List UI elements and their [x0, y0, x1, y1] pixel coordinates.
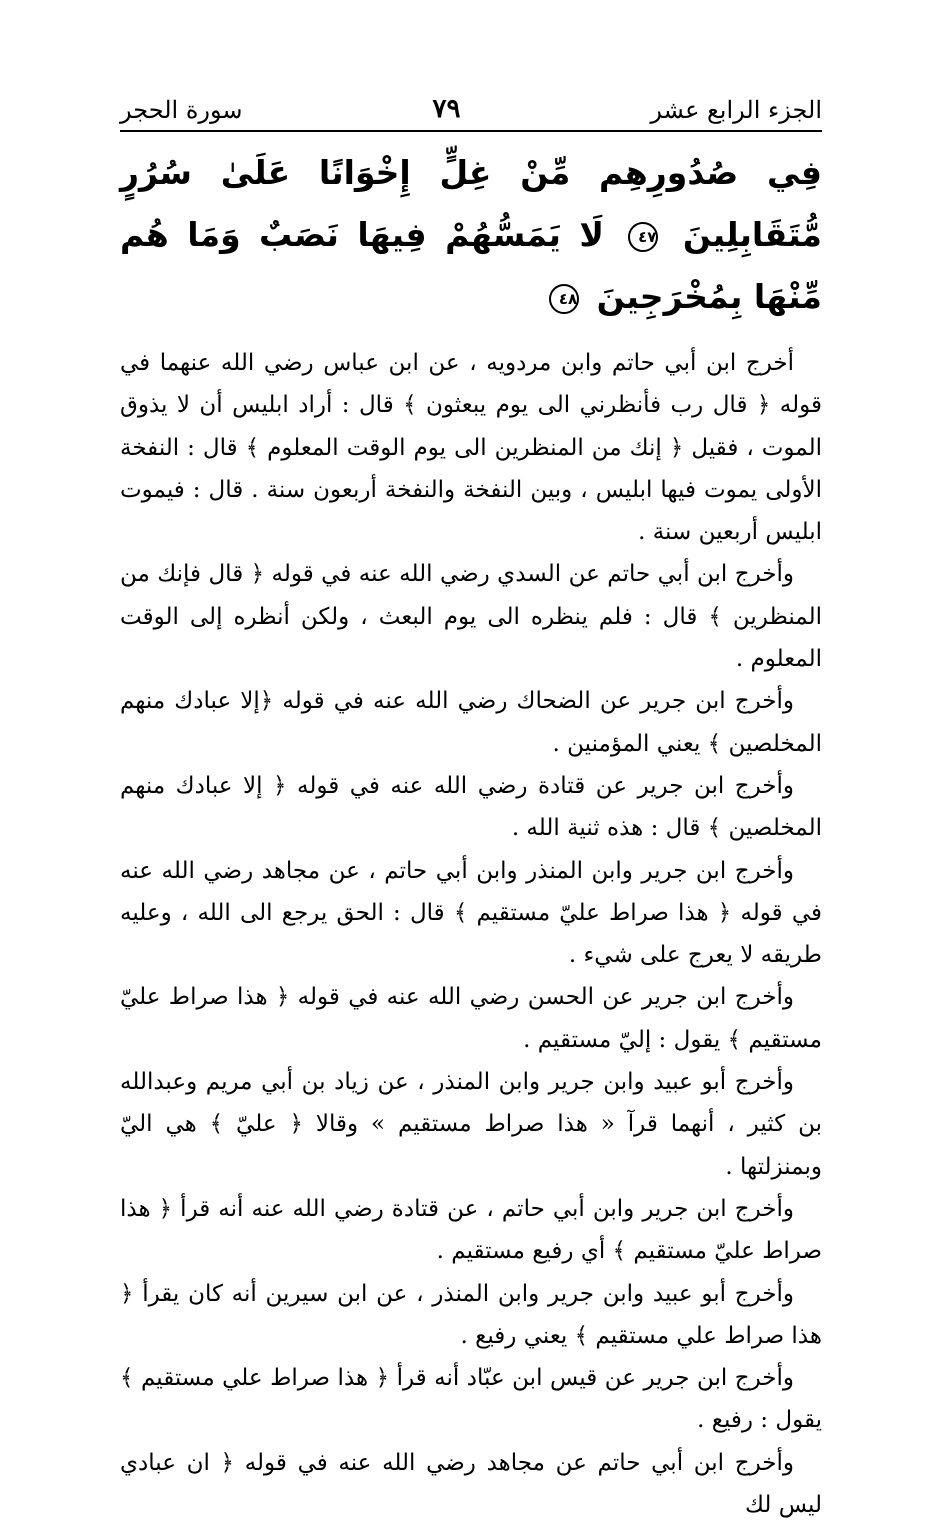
paragraph: وأخرج ابن أبي حاتم عن مجاهد رضي الله عنه في قوله ﴿ ان عبادي ليس لك — [120, 1449, 822, 1519]
commentary-body — [120, 342, 822, 1526]
part-label: الجزء الرابع عشر — [650, 96, 822, 124]
paragraph: وأخرج ابن جرير عن قيس ابن عبّاد أنه قرأ ﴿ هذا صراط علي مستقيم ﴾ يقول : رفيع . — [120, 1365, 822, 1434]
quran-verse — [120, 142, 822, 328]
ayah-number-47: ٤٧ — [628, 222, 658, 252]
verse-text-1: فِي صُدُورِهِم مِّنْ غِلٍّ إِخْوَانًا عَلَىٰ سُرُرٍ مُّتَقَابِلِينَ — [120, 153, 822, 254]
paragraph: وأخرج ابن جرير عن الضحاك رضي الله عنه في قوله ﴿إلا عبادك منهم المخلصين ﴾ يعني المؤمنين . — [120, 688, 822, 757]
running-header — [120, 78, 822, 130]
paragraph: وأخرج ابن جرير عن الحسن رضي الله عنه في قوله ﴿ هذا صراط عليّ مستقيم ﴾ يقول : إليّ مستقيم . — [120, 984, 822, 1053]
page-number: ٧٩ — [432, 94, 461, 124]
surah-label: سورة الحجر — [120, 96, 243, 124]
paragraph: وأخرج ابن جرير عن قتادة رضي الله عنه في قوله ﴿ إلا عبادك منهم المخلصين ﴾ قال : هذه ثنية الله . — [120, 772, 822, 842]
paragraph: وأخرج ابن أبي حاتم عن السدي رضي الله عنه في قوله ﴿ قال فإنك من المنظرين ﴾ قال : فلم ينظره الى يوم البعث ، ولكن أنظره إلى الوقت المعلوم . — [120, 561, 822, 673]
verse-text-2: لَا يَمَسُّهُمْ فِيهَا نَصَبٌ وَمَا هُم مِّنْهَا بِمُخْرَجِينَ — [120, 215, 822, 316]
paragraph: وأخرج أبو عبيد وابن جرير وابن المنذر ، عن زياد بن أبي مريم وعبدالله بن كثير ، أنهما قرآ « هذا صراط مستقيم » وقالا ﴿ عليّ ﴾ هي اليّ وبمنزلتها . — [120, 1069, 823, 1180]
paragraph: وأخرج أبو عبيد وابن جرير وابن المنذر ، عن ابن سيرين أنه كان يقرأ ﴿ هذا صراط علي مستقيم ﴾ يعني رفيع . — [120, 1280, 822, 1349]
paragraph: وأخرج ابن جرير وابن المنذر وابن أبي حاتم ، عن مجاهد رضي الله عنه في قوله ﴿ هذا صراط عليّ مستقيم ﴾ قال : الحق يرجع الى الله ، وعليه طريقه لا يعرج على شيء . — [120, 857, 822, 969]
ayah-number-48: ٤٨ — [549, 284, 579, 314]
paragraph: أخرج ابن أبي حاتم وابن مردويه ، عن ابن عباس رضي الله عنهما في قوله ﴿ قال رب فأنظرني الى يوم يبعثون ﴾ قال : أراد ابليس أن لا يذوق الموت ، فقيل ﴿ إنك من المنظرين الى يوم الوقت المعلوم ﴾ قال : النفخة الأولى يموت فيها ابليس ، وبين النفخة والنفخة أربعون سنة . قال : فيموت ابليس أربعين سنة . — [120, 350, 822, 546]
paragraph: وأخرج ابن جرير وابن أبي حاتم ، عن قتادة رضي الله عنه أنه قرأ ﴿ هذا صراط عليّ مستقيم ﴾ أي رفيع مستقيم . — [120, 1195, 822, 1265]
header-rule — [120, 130, 822, 132]
